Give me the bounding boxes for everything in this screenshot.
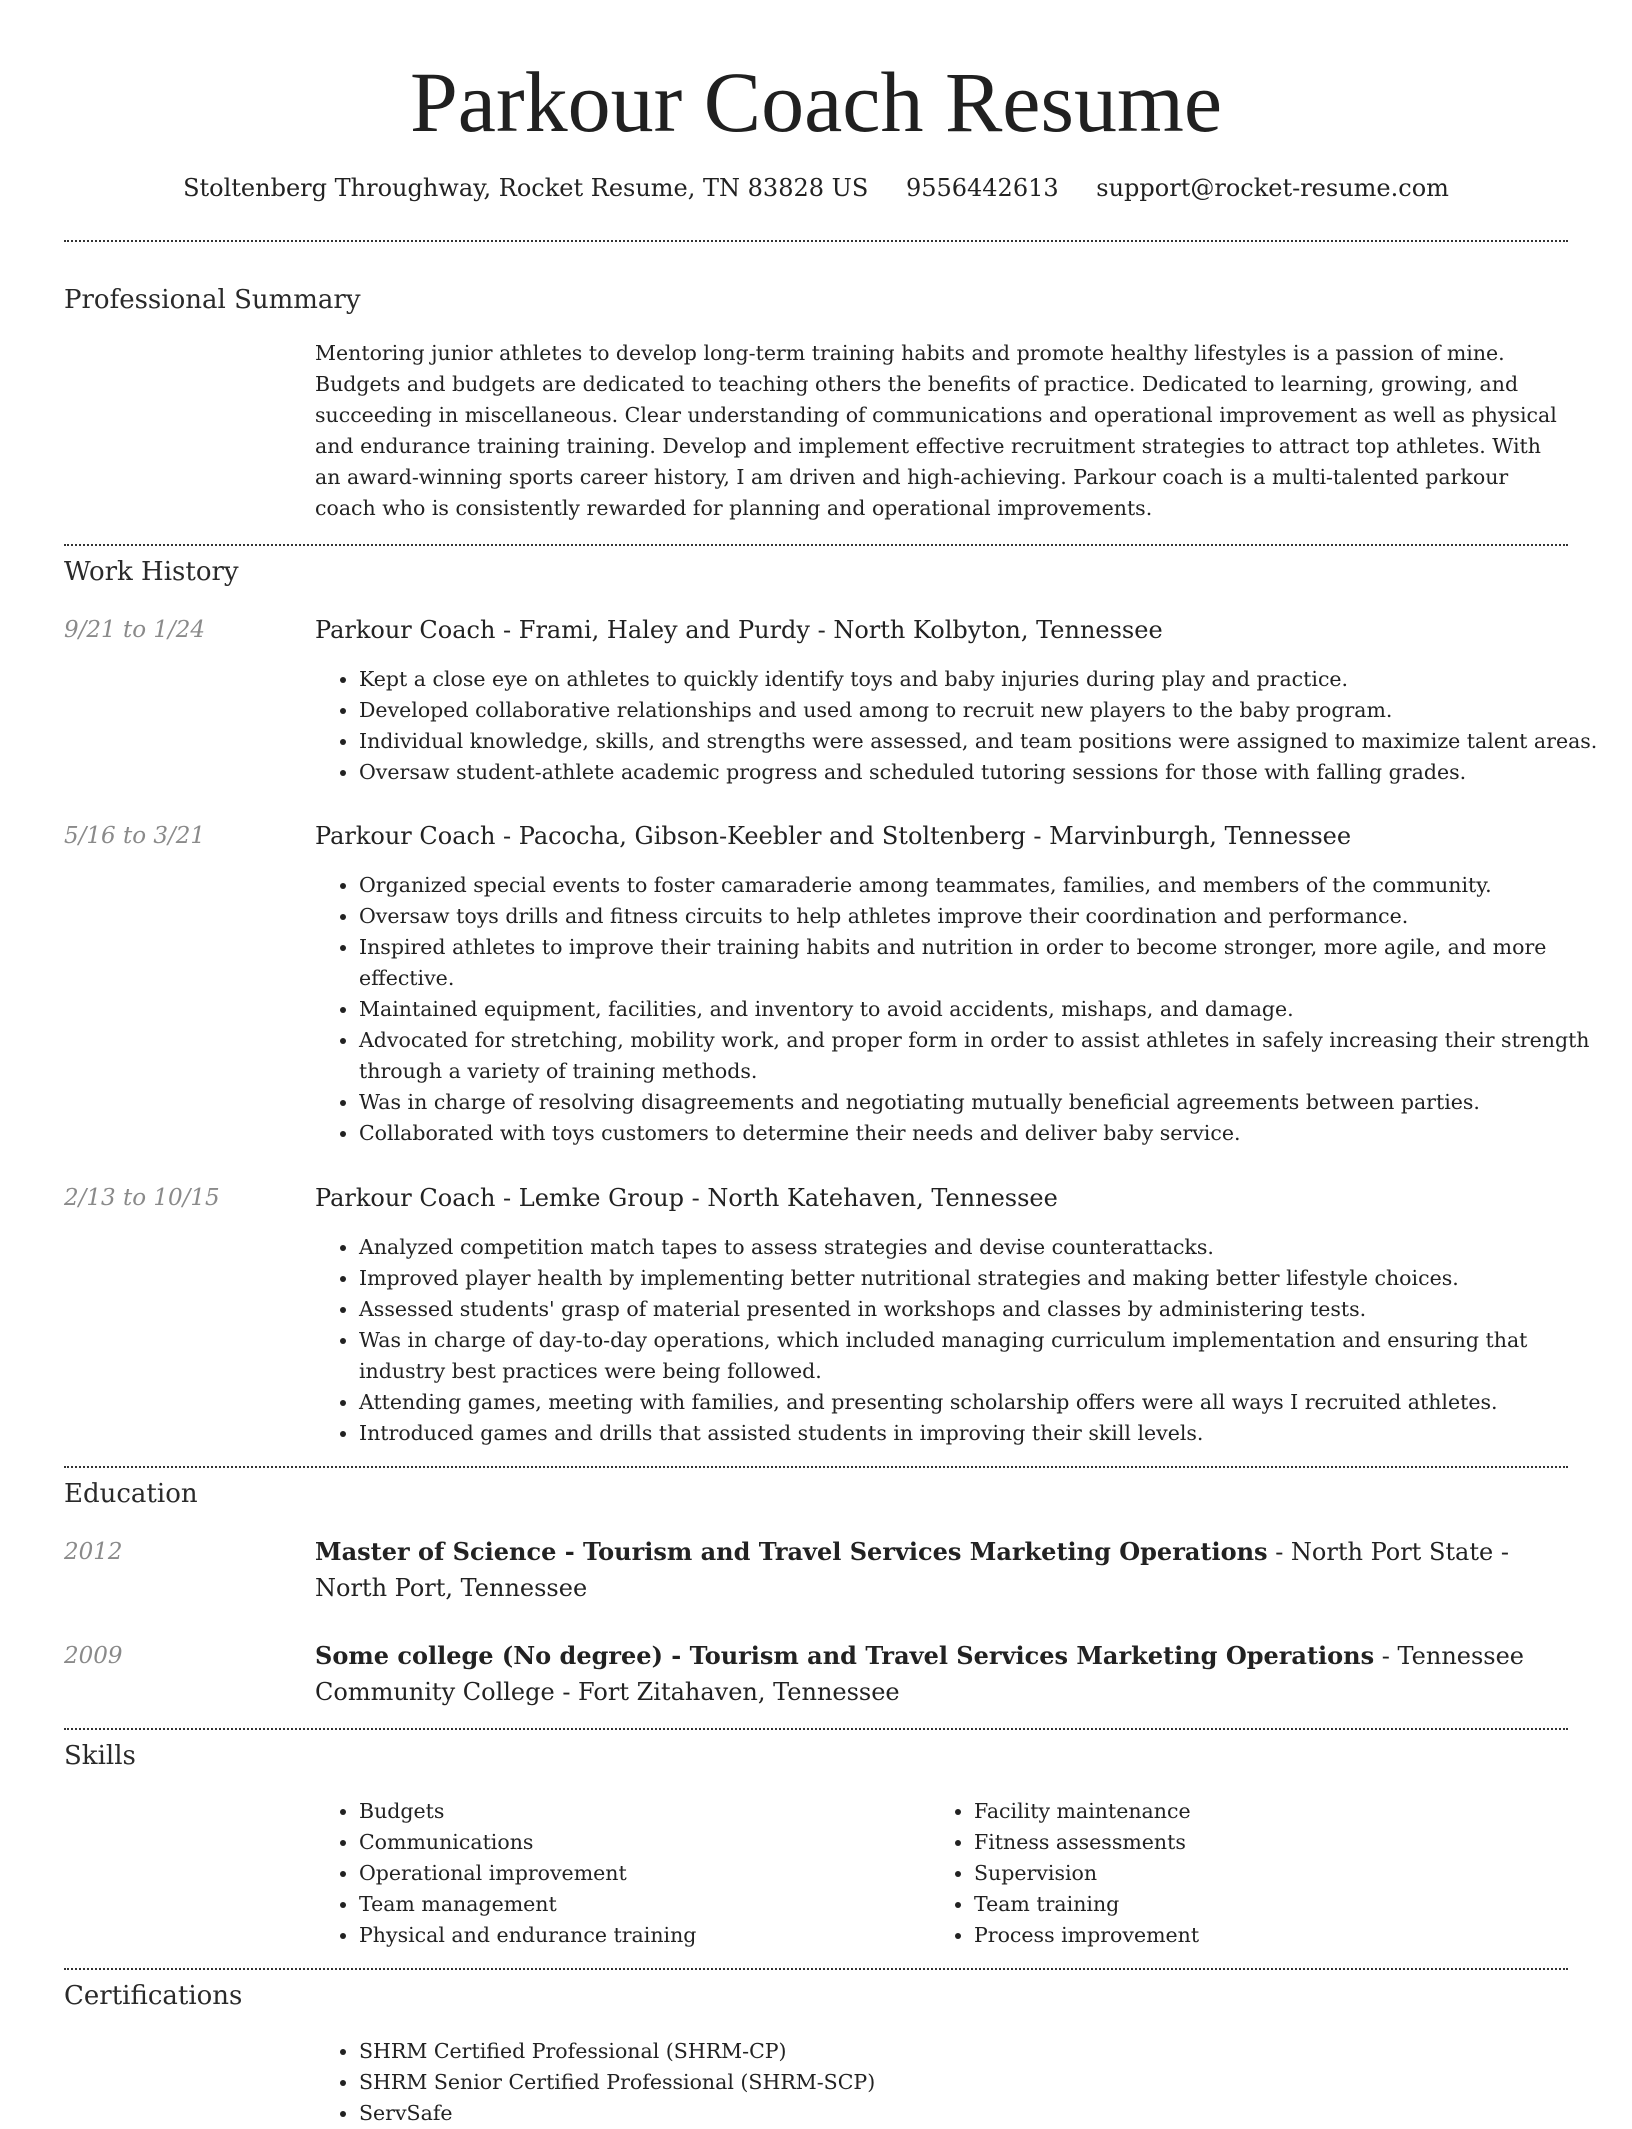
job-bullet: • Oversaw student-athlete academic progress and scheduled tutoring sessions for those with falling grades. bbox=[359, 757, 1611, 788]
skills-list-left bbox=[315, 1796, 929, 1951]
skill-item: • Budgets bbox=[359, 1796, 929, 1827]
job-bullets bbox=[315, 664, 1611, 788]
divider bbox=[64, 1968, 1568, 1970]
skill-item: • Fitness assessments bbox=[974, 1827, 1604, 1858]
job-dates: 9/21 to 1/24 bbox=[64, 617, 206, 643]
job-bullet: • Introduced games and drills that assisted students in improving their skill levels. bbox=[359, 1418, 1611, 1449]
skill-item: • Team training bbox=[974, 1889, 1604, 1920]
job-bullet: • Developed collaborative relationships and used among to recruit new players to the baby program. bbox=[359, 695, 1611, 726]
contact-phone: 9556442613 bbox=[905, 174, 1059, 202]
job-bullet: • Inspired athletes to improve their training habits and nutrition in order to become stronger, more agile, and more effective. bbox=[359, 932, 1611, 994]
job-dates: 5/16 to 3/21 bbox=[64, 823, 206, 849]
contact-line bbox=[0, 170, 1632, 206]
section-title-education: Education bbox=[64, 1479, 198, 1509]
skill-item: • Team management bbox=[359, 1889, 929, 1920]
job-bullet: • Advocated for stretching, mobility work, and proper form in order to assist athletes in safely increasing their strength through a variety of training methods. bbox=[359, 1025, 1611, 1087]
certification-item: • SHRM Senior Certified Professional (SHRM-SCP) bbox=[359, 2067, 1611, 2098]
skill-item: • Process improvement bbox=[974, 1920, 1604, 1951]
education-year: 2009 bbox=[64, 1643, 123, 1669]
job-bullet: • Maintained equipment, facilities, and inventory to avoid accidents, mishaps, and damage. bbox=[359, 994, 1611, 1025]
job-bullets bbox=[315, 1232, 1611, 1449]
education-degree: Some college (No degree) - Tourism and Travel Services Marketing Operations bbox=[315, 1641, 1375, 1670]
certification-item: • ServSafe bbox=[359, 2098, 1611, 2129]
job-bullets bbox=[315, 870, 1611, 1149]
section-title-work: Work History bbox=[64, 557, 239, 587]
skill-item: • Supervision bbox=[974, 1858, 1604, 1889]
section-title-certifications: Certifications bbox=[64, 1981, 243, 2011]
job-dates: 2/13 to 10/15 bbox=[64, 1185, 220, 1211]
divider bbox=[64, 240, 1568, 242]
education-year: 2012 bbox=[64, 1539, 123, 1565]
job-bullet: • Kept a close eye on athletes to quickly identify toys and baby injuries during play and practice. bbox=[359, 664, 1611, 695]
job-bullet: • Analyzed competition match tapes to assess strategies and devise counterattacks. bbox=[359, 1232, 1611, 1263]
resume-title: Parkour Coach Resume bbox=[409, 54, 1223, 150]
education-degree: Master of Science - Tourism and Travel Services Marketing Operations bbox=[315, 1537, 1268, 1566]
job-bullet: • Improved player health by implementing better nutritional strategies and making better lifestyle choices. bbox=[359, 1263, 1611, 1294]
skill-item: • Facility maintenance bbox=[974, 1796, 1604, 1827]
skill-item: • Physical and endurance training bbox=[359, 1920, 929, 1951]
job-title: Parkour Coach - Lemke Group - North Katehaven, Tennessee bbox=[315, 1184, 1058, 1212]
job-title: Parkour Coach - Pacocha, Gibson-Keebler and Stoltenberg - Marvinburgh, Tennessee bbox=[315, 822, 1352, 850]
job-bullet: • Was in charge of day-to-day operations, which included managing curriculum implementation and ensuring that industry best practices were being followed. bbox=[359, 1325, 1611, 1387]
skills-list-right bbox=[930, 1796, 1604, 1951]
job-bullet: • Attending games, meeting with families, and presenting scholarship offers were all ways I recruited athletes. bbox=[359, 1387, 1611, 1418]
divider bbox=[64, 1466, 1568, 1468]
job-bullet: • Individual knowledge, skills, and strengths were assessed, and team positions were assigned to maximize talent areas. bbox=[359, 726, 1611, 757]
education-entry bbox=[315, 1638, 1567, 1710]
job-bullet: • Oversaw toys drills and fitness circuits to help athletes improve their coordination and performance. bbox=[359, 901, 1611, 932]
certifications-list bbox=[315, 2036, 1611, 2129]
section-title-skills: Skills bbox=[64, 1741, 136, 1771]
education-entry bbox=[315, 1534, 1567, 1606]
divider bbox=[64, 1728, 1568, 1730]
job-bullet: • Assessed students' grasp of material presented in workshops and classes by administering tests. bbox=[359, 1294, 1611, 1325]
job-bullet: • Organized special events to foster camaraderie among teammates, families, and members of the community. bbox=[359, 870, 1611, 901]
skill-item: • Operational improvement bbox=[359, 1858, 929, 1889]
job-bullet: • Was in charge of resolving disagreements and negotiating mutually beneficial agreements between parties. bbox=[359, 1087, 1611, 1118]
divider bbox=[64, 544, 1568, 546]
job-title: Parkour Coach - Frami, Haley and Purdy - North Kolbyton, Tennessee bbox=[315, 616, 1163, 644]
summary-text: Mentoring junior athletes to develop long-term training habits and promote healthy lifestyles is a passion of mine. Budgets and budgets are dedicated to teaching others the benefits of practice. Dedicated to learning, growing, and succeeding in miscellaneous. Clear understanding of communications and operational improvement as well as physical and endurance training training. Develop and implement effective recruitment strategies to attract top athletes. With an award-winning sports career history, I am driven and high-achieving. Parkour coach is a multi-talented parkour coach who is consistently rewarded for planning and operational improvements. bbox=[315, 341, 1557, 520]
contact-email: support@rocket-resume.com bbox=[1096, 174, 1449, 202]
education-school: - Tennessee Community College - Fort Zitahaven, Tennessee bbox=[315, 1642, 1525, 1706]
skill-item: • Communications bbox=[359, 1827, 929, 1858]
contact-address: Stoltenberg Throughway, Rocket Resume, TN 83828 US bbox=[183, 174, 869, 202]
section-title-summary: Professional Summary bbox=[64, 285, 361, 315]
certification-item: • SHRM Certified Professional (SHRM-CP) bbox=[359, 2036, 1611, 2067]
education-school: - North Port State - North Port, Tennessee bbox=[315, 1538, 1509, 1602]
job-bullet: • Collaborated with toys customers to determine their needs and deliver baby service. bbox=[359, 1118, 1611, 1149]
